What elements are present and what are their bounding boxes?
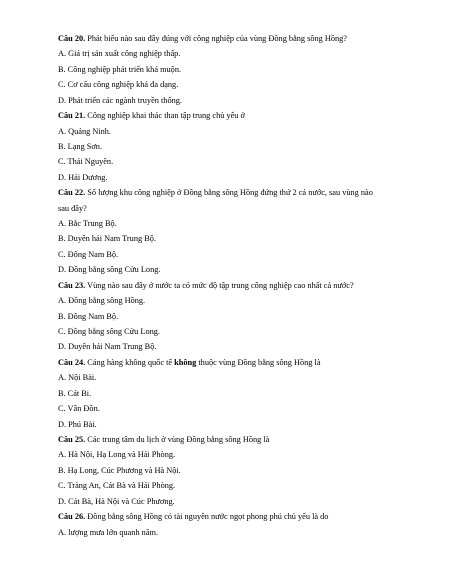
question-number: Câu 26.: [58, 512, 86, 522]
option-c: C. Cơ cấu công nghiệp khá đa dạng.: [58, 80, 179, 90]
document-page: [58, 34, 398, 543]
option-d: D. Đồng bằng sông Cửu Long.: [58, 265, 161, 275]
question-text: Công nghiệp khai thác than tập trung chủ yếu ở: [87, 111, 245, 121]
option-c: C. Vân Đồn.: [58, 404, 100, 414]
question-number: Câu 20.: [58, 34, 86, 43]
question-number: Câu 25.: [58, 434, 86, 444]
question-text-continuation: sau đây?: [58, 203, 87, 213]
option-d: D. Phát triển các ngành truyền thống.: [58, 95, 182, 105]
option-d: D. Cát Bà, Hà Nội và Cúc Phương.: [58, 496, 175, 506]
question-text-after: thuộc vùng Đồng bằng sông Hồng là: [198, 357, 321, 367]
option-c: C. Tràng An, Cát Bà và Hải Phòng.: [58, 481, 176, 491]
question-number: Câu 24.: [58, 357, 86, 367]
option-d: D. Duyên hải Nam Trung Bộ.: [58, 342, 157, 352]
option-c: C. Thái Nguyên.: [58, 157, 114, 167]
question-text: Các trung tâm du lịch ở vùng Đồng bằng sông Hồng là: [87, 434, 270, 444]
option-a: A. Hà Nội, Hạ Long và Hải Phòng.: [58, 450, 176, 460]
option-a: A. Quảng Ninh.: [58, 126, 112, 136]
option-b: B. Đông Nam Bộ.: [58, 311, 119, 321]
question-text: Số lượng khu công nghiệp ở Đồng bằng sông Hồng đứng thứ 2 cả nước, sau vùng nào: [87, 188, 373, 198]
question-number: Câu 21.: [58, 111, 86, 121]
question-text: Phát biểu nào sau đây đúng với công nghiệp của vùng Đồng bằng sông Hồng?: [87, 34, 347, 43]
option-b: B. Duyên hải Nam Trung Bộ.: [58, 234, 156, 244]
question-text: Đồng bằng sông Hồng có tài nguyên nước ngọt phong phú chủ yếu là do: [87, 512, 329, 522]
option-b: B. Cát Bi.: [58, 388, 92, 398]
option-d: D. Phú Bài.: [58, 419, 97, 429]
question-25: [58, 435, 398, 445]
question-number: Câu 22.: [58, 188, 86, 198]
question-number: Câu 23.: [58, 280, 86, 290]
option-b: B. Lạng Sơn.: [58, 141, 103, 151]
option-a: A. Giá trị sản xuất công nghiệp thấp.: [58, 49, 181, 59]
option-a: A. Đồng bằng sông Hồng.: [58, 296, 146, 306]
option-a: A. Nội Bài.: [58, 373, 97, 383]
question-text-before: Cảng hàng không quốc tế: [87, 357, 173, 367]
option-b: B. Công nghiệp phát triển khá muộn.: [58, 64, 182, 74]
question-24: [58, 358, 398, 368]
question-21: [58, 111, 398, 121]
question-text-emphasis: không: [174, 357, 197, 367]
question-20: [58, 34, 398, 44]
question-23: [58, 281, 398, 291]
option-a: A. lượng mưa lớn quanh năm.: [58, 527, 159, 537]
question-26: [58, 512, 398, 522]
option-a: A. Bắc Trung Bộ.: [58, 219, 117, 229]
question-22: [58, 188, 398, 198]
option-d: D. Hải Dương.: [58, 172, 108, 182]
question-text: Vùng nào sau đây ở nước ta có mức độ tập trung công nghiệp cao nhất cả nước?: [87, 280, 354, 290]
option-c: C. Đông Nam Bộ.: [58, 249, 119, 259]
option-c: C. Đồng bằng sông Cửu Long.: [58, 327, 160, 337]
option-b: B. Hạ Long, Cúc Phương và Hà Nội.: [58, 465, 181, 475]
